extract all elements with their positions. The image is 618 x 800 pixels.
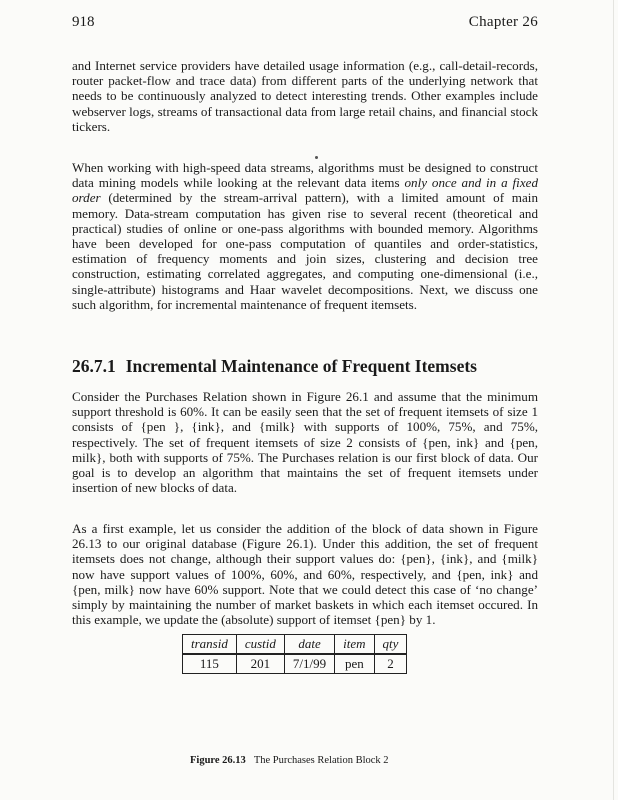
table-header-row <box>183 635 407 655</box>
paragraph-2 <box>72 160 538 312</box>
paragraph-2-text-a: When working with high-speed data streams, algorithms must be designed to construct data mining models while looking at the relevant data items <box>72 160 538 191</box>
running-header <box>72 14 538 36</box>
purchases-table <box>182 634 407 674</box>
page-number: 918 <box>72 14 95 30</box>
table-header-cell: date <box>284 635 334 655</box>
ink-speck <box>315 156 318 159</box>
figure-caption-text: The Purchases Relation Block 2 <box>253 755 389 766</box>
chapter-title: Chapter 26 <box>468 14 538 30</box>
paragraph-3: Consider the Purchases Relation shown in Figure 26.1 and assume that the minimum support threshold is 60%. It can be easily seen that the set of frequent itemsets of size 1 consists of {pen }, {ink}, and {milk} with supports of 100%, 75%, and 75%, respectively. The set of frequent itemsets of size 2 consists of {pen, ink} and {pen, milk}, both with supports of 75%. The Purchases relation is our first block of data. Our goal is to develop an algorithm that maintains the set of frequent itemsets under insertion of new blocks of data. <box>72 389 538 496</box>
table-cell: 115 <box>183 654 237 674</box>
paragraph-2-emphasis: only once and in a fixed order <box>72 175 538 206</box>
paragraph-4: As a first example, let us consider the addition of the block of data shown in Figure 26.13 to our original database (Figure 26.1). Under this addition, the set of frequent itemsets does not change, although their support values do: {pen}, {ink}, and {milk} now have support values of 100%, 60%, and 60%, respectively, and {pen, ink} and {pen, milk} now have 60% support. Note that we could detect this case of ‘no change’ simply by maintaining the number of market baskets in which each itemset occured. In this example, we update the (absolute) support of itemset {pen} by 1. <box>72 521 538 628</box>
table-header-cell: transid <box>183 635 237 655</box>
table-header-cell: custid <box>236 635 284 655</box>
section-title: Incremental Maintenance of Frequent Itemsets <box>125 356 477 376</box>
table-cell: 7/1/99 <box>284 654 334 674</box>
table-cell: 201 <box>236 654 284 674</box>
page-edge-line <box>613 0 614 800</box>
paragraph-2-text-b: (determined by the stream-arrival pattern), with a limited amount of main memory. Data-stream computation has given rise to several recent (theoretical and practical) studies of online or one-pass algorithms with bounded memory. Algorithms have been developed for one-pass computation of quantiles and order-statistics, estimation of frequency moments and join sizes, clustering and decision tree construction, estimating correlated aggregates, and computing one-dimensional (i.e., single-attribute) histograms and Haar wavelet decompositions. Next, we discuss one such algorithm, for incremental maintenance of frequent itemsets. <box>72 190 538 312</box>
table-header-cell: item <box>335 635 374 655</box>
figure-caption <box>190 755 389 766</box>
paragraph-1: and Internet service providers have detailed usage information (e.g., call-detail-records, router packet-flow and trace data) from different parts of the underlying network that needs to be continuously analyzed to detect interesting trends. Other examples include webserver logs, streams of transactional data from large retail chains, and financial stock tickers. <box>72 58 538 134</box>
purchases-table-container <box>182 634 407 674</box>
table-row <box>183 654 407 674</box>
section-heading <box>72 356 542 377</box>
table-cell: 2 <box>374 654 407 674</box>
figure-label: Figure 26.13 <box>190 755 246 766</box>
table-header-cell: qty <box>374 635 407 655</box>
table-cell: pen <box>335 654 374 674</box>
section-number: 26.7.1 <box>72 356 116 376</box>
